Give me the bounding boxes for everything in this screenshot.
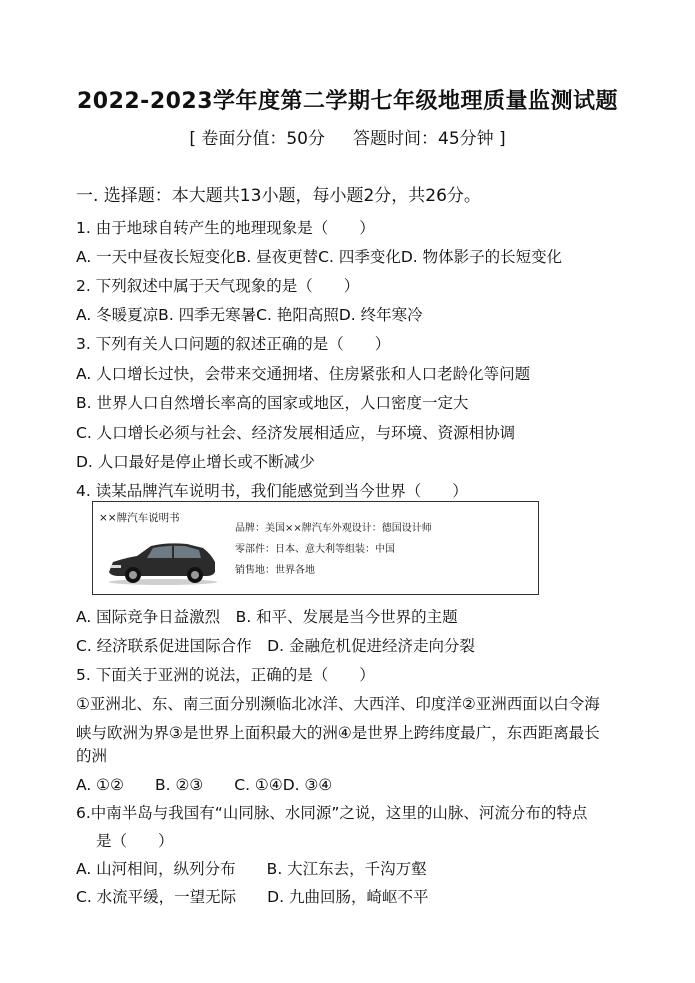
exam-subtitle <box>0 124 695 149</box>
question-3-option-a: A. 人口增长过快，会带来交通拥堵、住房紧张和人口老龄化等问题 <box>76 365 531 383</box>
question-5-stem: 5. 下面关于亚洲的说法，正确的是（ ） <box>76 666 375 684</box>
exam-title: 2022-2023学年度第二学期七年级地理质量监测试题 <box>76 89 619 114</box>
car-manual-title: ××牌汽车说明书 <box>99 512 180 524</box>
question-4-stem: 4. 读某品牌汽车说明书，我们能感觉到当今世界（ ） <box>76 482 468 500</box>
car-manual-line-3: 销售地：世界各地 <box>235 565 315 576</box>
question-6-stem: 6.中南半岛与我国有“山同脉、水同源”之说，这里的山脉、河流分布的特点 <box>76 804 588 822</box>
question-4-options-ab: A. 国际竞争日益激烈 B. 和平、发展是当今世界的主题 <box>76 608 458 626</box>
car-manual-left-panel <box>93 502 229 594</box>
car-manual-details <box>235 518 432 581</box>
question-3-option-b: B. 世界人口自然增长率高的国家或地区，人口密度一定大 <box>76 394 469 412</box>
question-6-options-cd: C. 水流平缓，一望无际 D. 九曲回肠，崎岖不平 <box>76 888 429 906</box>
question-3-stem: 3. 下列有关人口问题的叙述正确的是（ ） <box>76 335 391 353</box>
section-heading: 一. 选择题：本大题共13小题，每小题2分，共26分。 <box>76 186 481 206</box>
question-1-options: A. 一天中昼夜长短变化B. 昼夜更替C. 四季变化D. 物体影子的长短变化 <box>76 248 563 266</box>
car-manual-line-2: 零部件：日本、意大利等组装：中国 <box>235 544 395 555</box>
question-3-option-d: D. 人口最好是停止增长或不断减少 <box>76 453 315 471</box>
question-2-options: A. 冬暖夏凉B. 四季无寒暑C. 艳阳高照D. 终年寒冷 <box>76 306 423 324</box>
car-manual-line-1: 品牌：美国××牌汽车外观设计：德国设计师 <box>235 523 432 534</box>
question-5-body-2: 峡与欧洲为界③是世界上面积最大的洲④是世界上跨纬度最广，东西距离最长 <box>76 724 600 742</box>
question-1-stem: 1. 由于地球自转产生的地理现象是（ ） <box>76 219 375 237</box>
question-5-options: A. ①② B. ②③ C. ①④D. ③④ <box>76 776 333 794</box>
question-5-body-1: ①亚洲北、东、南三面分别濒临北冰洋、大西洋、印度洋②亚洲西面以白令海 <box>76 695 600 713</box>
question-6-options-ab: A. 山河相间，纵列分布 B. 大江东去，千沟万壑 <box>76 860 427 878</box>
car-manual-figure <box>92 501 539 595</box>
car-image <box>103 538 221 586</box>
question-6-stem-cont: 是（ ） <box>96 832 174 850</box>
time-info: 答题时间：45分钟 ] <box>353 129 506 149</box>
question-5-body-3: 的洲 <box>76 747 108 765</box>
question-3-option-c: C. 人口增长必须与社会、经济发展相适应，与环境、资源相协调 <box>76 424 516 442</box>
score-info: [ 卷面分值：50分 <box>189 129 325 149</box>
question-4-options-cd: C. 经济联系促进国际合作 D. 金融危机促进经济走向分裂 <box>76 637 475 655</box>
question-2-stem: 2. 下列叙述中属于天气现象的是（ ） <box>76 277 360 295</box>
